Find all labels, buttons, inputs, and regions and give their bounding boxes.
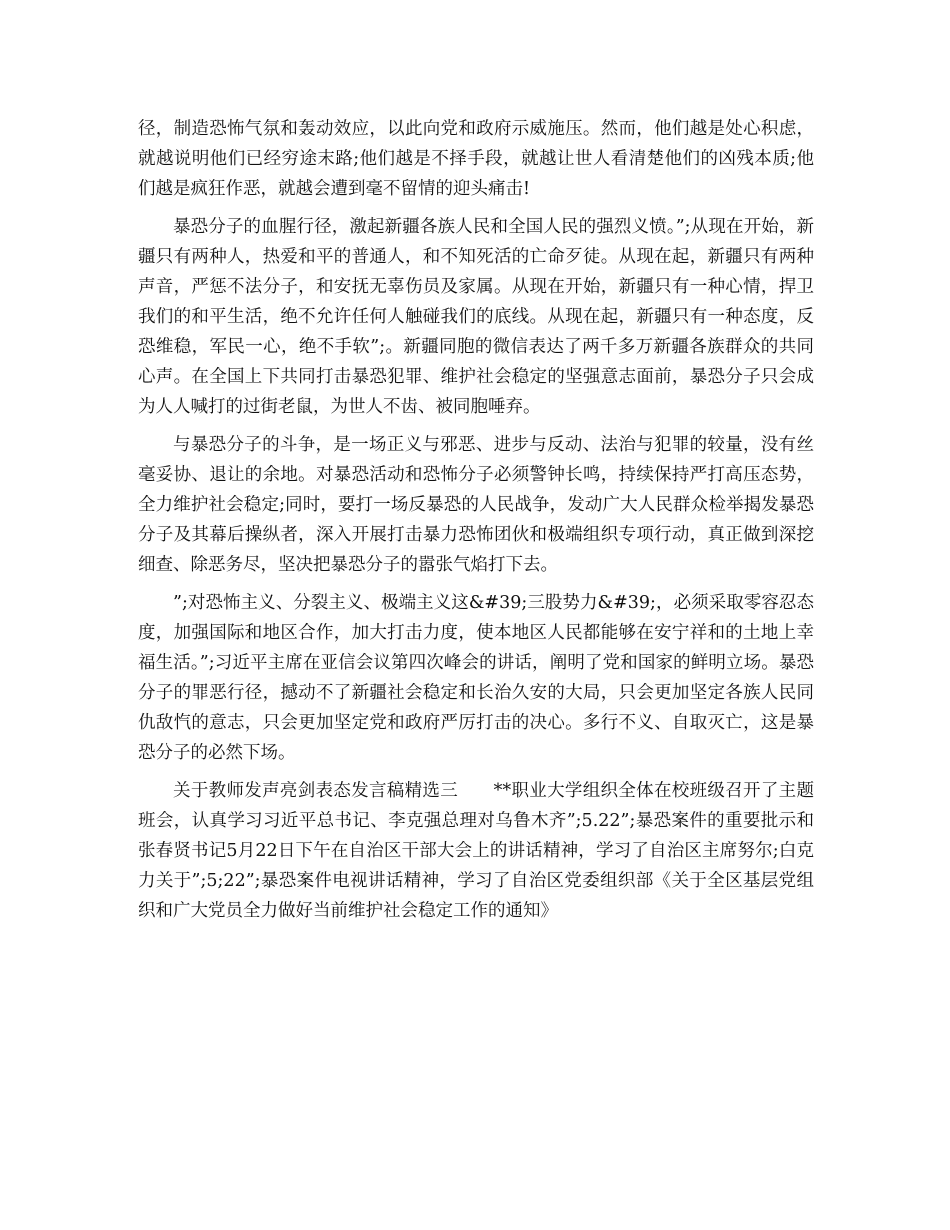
document-page — [138, 114, 814, 934]
paragraph-3: 与暴恐分子的斗争，是一场正义与邪恶、进步与反动、法治与犯罪的较量，没有丝毫妥协、退让的余地。对暴恐活动和恐怖分子必须警钟长鸣，持续保持严打高压态势，全力维护社会稳定;同时，要打一场反暴恐的人民战争，发动广大人民群众检举揭发暴恐分子及其幕后操纵者，深入开展打击暴力恐怖团伙和极端组织专项行动，真正做到深挖细查、除恶务尽，坚决把暴恐分子的嚣张气焰打下去。 — [138, 435, 814, 575]
paragraph-2: 暴恐分子的血腥行径，激起新疆各族人民和全国人民的强烈义愤。”;从现在开始，新疆只有两种人，热爱和平的普通人，和不知死活的亡命歹徒。从现在起，新疆只有两种声音，严惩不法分子，和安抚无辜伤员及家属。从现在开始，新疆只有一种心情，捍卫我们的和平生活，绝不允许任何人触碰我们的底线。从现在起，新疆只有一种态度，反恐维稳，军民一心，绝不手软”;。新疆同胞的微信表达了两千多万新疆各族群众的共同心声。在全国上下共同打击暴恐犯罪、维护社会稳定的坚强意志面前，暴恐分子只会成为人人喊打的过街老鼠，为世人不齿、被同胞唾弃。 — [138, 217, 814, 417]
paragraph-4: ”;对恐怖主义、分裂主义、极端主义这&#39;三股势力&#39;，必须采取零容忍态度，加强国际和地区合作，加大打击力度，使本地区人民都能够在安宁祥和的土地上幸福生活。”;习近平主席在亚信会议第四次峰会的讲话，阐明了党和国家的鲜明立场。暴恐分子的罪恶行径，撼动不了新疆社会稳定和长治久安的大局，只会更加坚定各族人民同仇敌忾的意志，只会更加坚定党和政府严厉打击的决心。多行不义、自取灭亡，这是暴恐分子的必然下场。 — [138, 593, 814, 763]
paragraph-1: 径，制造恐怖气氛和轰动效应，以此向党和政府示威施压。然而，他们越是处心积虑，就越说明他们已经穷途末路;他们越是不择手段，就越让世人看清楚他们的凶残本质;他们越是疯狂作恶，就越会遭到毫不留情的迎头痛击! — [138, 119, 814, 199]
paragraph-5: 关于教师发声亮剑表态发言稿精选三 **职业大学组织全体在校班级召开了主题班会，认真学习习近平总书记、李克强总理对乌鲁木齐”;5.22”;暴恐案件的重要批示和张春贤书记5月22日下午在自治区干部大会上的讲话精神，学习了自治区主席努尔;白克力关于”;5;22”;暴恐案件电视讲话精神，学习了自治区党委组织部《关于全区基层党组织和广大党员全力做好当前维护社会稳定工作的通知》 — [138, 781, 814, 921]
